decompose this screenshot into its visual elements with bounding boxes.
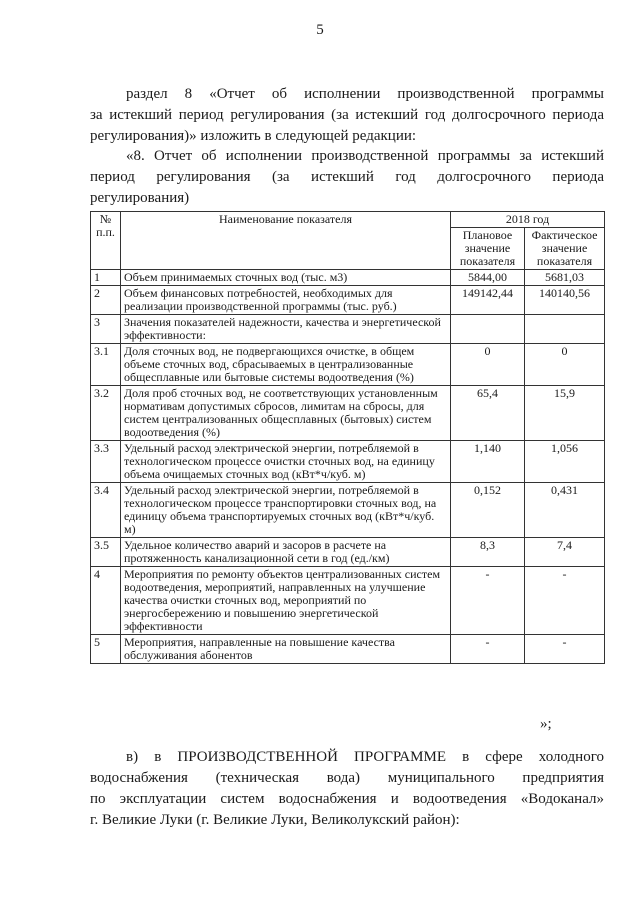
header-num: № п.п. — [91, 212, 121, 270]
row-name: Удельный расход электрической энергии, потребляемой в технологическом процессе очистки сточных вод, на единицу объема очищаемых сточных вод (кВт*ч/куб. м) — [121, 441, 451, 483]
table-row — [91, 270, 605, 286]
row-name: Удельное количество аварий и засоров в расчете на протяженность канализационной сети в год (ед./км) — [121, 538, 451, 567]
report-table — [90, 211, 605, 664]
row-num: 3.4 — [91, 483, 121, 538]
report-heading-line-1: «8. Отчет об исполнении производственной программы за истекший — [126, 148, 604, 164]
row-plan-value: 5844,00 — [451, 270, 525, 286]
row-fact-value: 0 — [525, 344, 605, 386]
row-name: Значения показателей надежности, качества и энергетической эффективности: — [121, 315, 451, 344]
row-num: 4 — [91, 567, 121, 635]
intro-line-1: раздел 8 «Отчет об исполнении производственной программы — [126, 86, 604, 102]
row-plan-value: 0,152 — [451, 483, 525, 538]
closing-quote: »; — [540, 716, 552, 732]
row-name: Доля сточных вод, не подвергающихся очистке, в общем объеме сточных вод, сбрасываемых в централизованные общесплавные или бытовые системы водоотведения (%) — [121, 344, 451, 386]
table-row — [91, 315, 605, 344]
row-plan-value: 65,4 — [451, 386, 525, 441]
section-v-line-4: г. Великие Луки (г. Великие Луки, Великолукский район): — [90, 812, 460, 828]
report-heading — [90, 146, 604, 209]
row-fact-value: 5681,03 — [525, 270, 605, 286]
row-plan-value — [451, 315, 525, 344]
table-row — [91, 635, 605, 664]
section-v-line-2: водоснабжения (техническая вода) муниципального предприятия — [90, 770, 604, 786]
page-number: 5 — [316, 22, 324, 38]
row-num: 3.5 — [91, 538, 121, 567]
row-plan-value: 0 — [451, 344, 525, 386]
table-row — [91, 567, 605, 635]
row-plan-value: - — [451, 635, 525, 664]
row-fact-value: - — [525, 635, 605, 664]
row-num: 3.2 — [91, 386, 121, 441]
header-name: Наименование показателя — [121, 212, 451, 270]
row-name: Объем принимаемых сточных вод (тыс. м3) — [121, 270, 451, 286]
header-plan: Плановое значение показателя — [451, 228, 525, 270]
section-v-line-3: по эксплуатации систем водоснабжения и водоотведения «Водоканал» — [90, 791, 604, 807]
intro-line-2: за истекший период регулирования (за истекший год долгосрочного периода — [90, 107, 604, 123]
report-heading-line-2: период регулирования (за истекший год долгосрочного периода — [90, 169, 604, 185]
table-row — [91, 344, 605, 386]
row-fact-value: 0,431 — [525, 483, 605, 538]
row-num: 3.1 — [91, 344, 121, 386]
row-num: 1 — [91, 270, 121, 286]
row-num: 2 — [91, 286, 121, 315]
row-fact-value: 1,056 — [525, 441, 605, 483]
table-row — [91, 483, 605, 538]
row-fact-value: 15,9 — [525, 386, 605, 441]
row-plan-value: 1,140 — [451, 441, 525, 483]
row-plan-value: - — [451, 567, 525, 635]
row-num: 5 — [91, 635, 121, 664]
header-year: 2018 год — [451, 212, 605, 228]
report-heading-line-3: регулирования) — [90, 190, 190, 206]
row-name: Удельный расход электрической энергии, потребляемой в технологическом процессе транспортировки сточных вод, на единицу объема транспортируемых сточных вод (кВт*ч/куб. м) — [121, 483, 451, 538]
row-fact-value: - — [525, 567, 605, 635]
table-row — [91, 286, 605, 315]
row-fact-value: 140140,56 — [525, 286, 605, 315]
row-num: 3.3 — [91, 441, 121, 483]
row-name: Мероприятия, направленные на повышение качества обслуживания абонентов — [121, 635, 451, 664]
header-fact: Фактическое значение показателя — [525, 228, 605, 270]
section-v-line-1: в) в ПРОИЗВОДСТВЕННОЙ ПРОГРАММЕ в сфере холодного — [126, 749, 604, 765]
row-fact-value — [525, 315, 605, 344]
intro-line-3: регулирования)» изложить в следующей редакции: — [90, 128, 417, 144]
row-name: Доля проб сточных вод, не соответствующих установленным нормативам допустимых сбросов, лимитам на сбросы, для систем централизованных общесплавных (бытовых) систем водоотведения (%) — [121, 386, 451, 441]
section-v-paragraph — [90, 747, 604, 831]
row-plan-value: 8,3 — [451, 538, 525, 567]
table-row — [91, 386, 605, 441]
table-row — [91, 538, 605, 567]
intro-paragraph — [90, 84, 604, 147]
row-fact-value: 7,4 — [525, 538, 605, 567]
row-num: 3 — [91, 315, 121, 344]
row-plan-value: 149142,44 — [451, 286, 525, 315]
table-row — [91, 441, 605, 483]
row-name: Объем финансовых потребностей, необходимых для реализации производственной программы (тыс. руб.) — [121, 286, 451, 315]
table-body — [91, 270, 605, 664]
row-name: Мероприятия по ремонту объектов централизованных систем водоотведения, мероприятий, направленных на улучшение качества очистки сточных вод, мероприятий по энергосбережению и повышению энергетической эффективности — [121, 567, 451, 635]
